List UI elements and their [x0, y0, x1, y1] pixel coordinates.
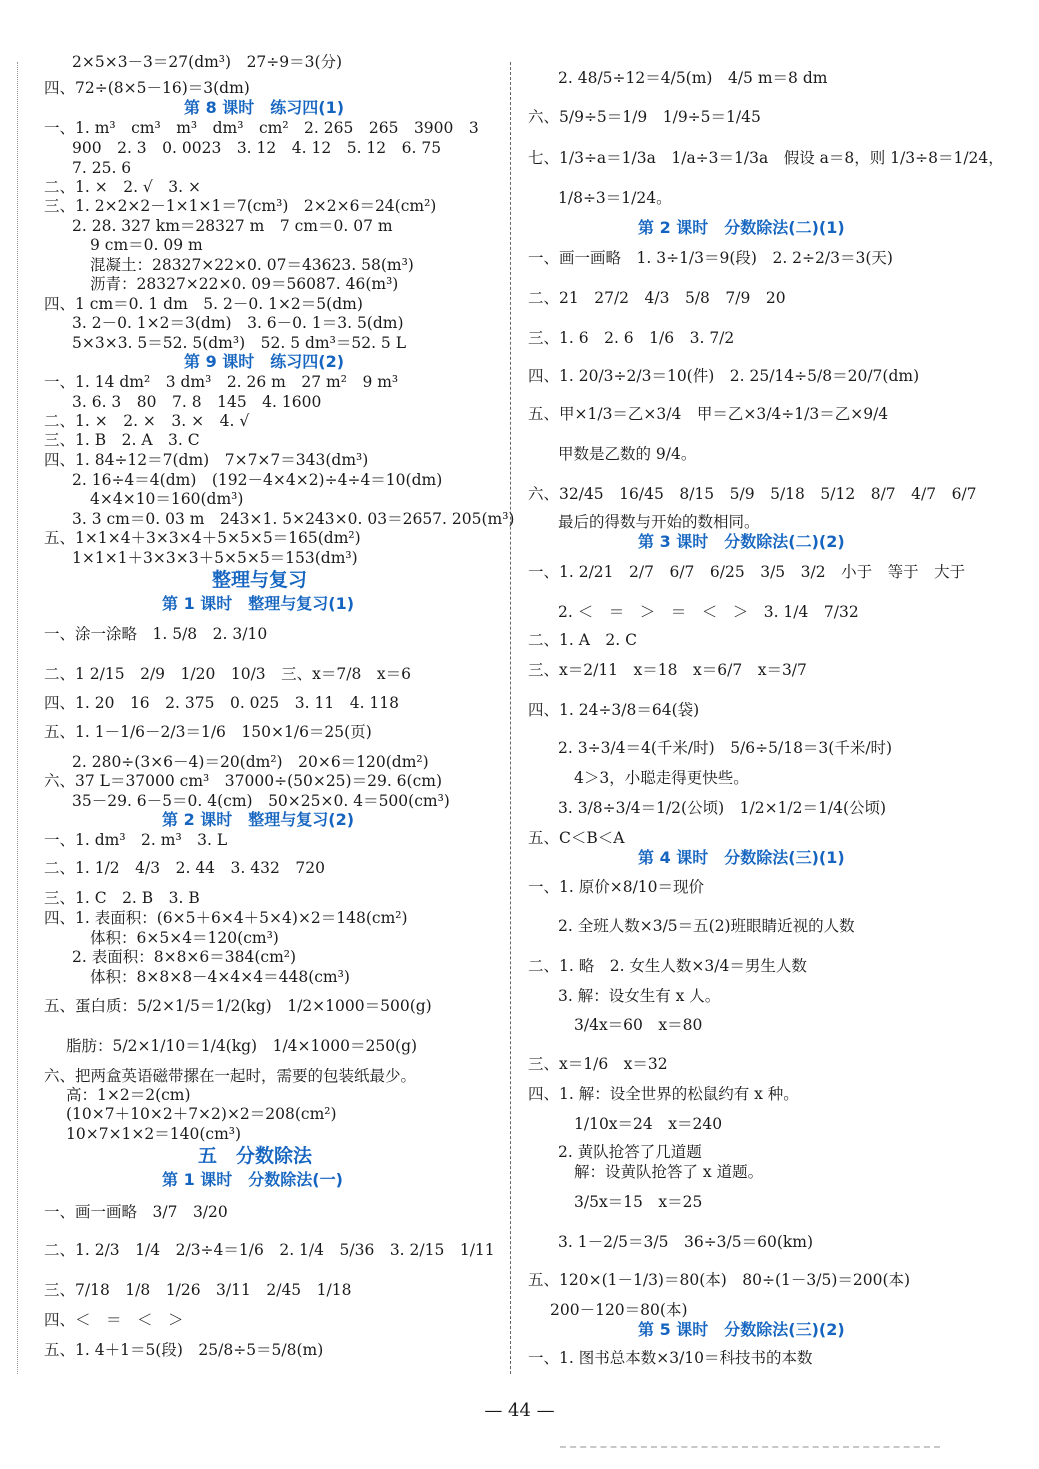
answer-line: 3. 2－0. 1×2＝3(dm) 3. 6－0. 1＝3. 5(dm)	[72, 314, 404, 332]
answer-line: 五、1. 4＋1＝5(段) 25/8÷5＝5/8(m)	[44, 1341, 324, 1359]
answer-line: 5×3×3. 5＝52. 5(dm³) 52. 5 dm³＝52. 5 L	[72, 334, 406, 352]
answer-line: 二、1. × 2. × 3. × 4. √	[44, 412, 250, 430]
answer-line: 2. 黄队抢答了几道题	[558, 1143, 702, 1161]
answer-line: 一、画一画略 1. 3÷1/3＝9(段) 2. 2÷2/3＝3(天)	[528, 249, 893, 267]
answer-line: 2. 28. 327 km＝28327 m 7 cm＝0. 07 m	[72, 217, 393, 235]
answer-line: 2. ＜ ＝ ＞ ＝ ＜ ＞ 3. 1/4 7/32	[558, 603, 859, 621]
answer-line: 4×4×10＝160(dm³)	[90, 490, 244, 508]
answer-line: 3/5x＝15 x＝25	[574, 1193, 703, 1211]
answer-line: 六、把两盒英语磁带摞在一起时，需要的包装纸最少。	[44, 1067, 417, 1085]
answer-line: 一、画一画略 3/7 3/20	[44, 1203, 228, 1221]
answer-line: 四、1. 解：设全世界的松鼠约有 x 种。	[528, 1085, 799, 1103]
answer-line: 三、x＝1/6 x＝32	[528, 1055, 668, 1073]
answer-line: 二、1 2/15 2/9 1/20 10/3 三、x＝7/8 x＝6	[44, 665, 411, 683]
answer-line: 2. 280÷(3×6－4)＝20(dm²) 20×6＝120(dm²)	[72, 753, 429, 771]
lesson-heading: 第 8 课时 练习四(1)	[184, 98, 345, 117]
answer-line: 六、37 L＝37000 cm³ 37000÷(50×25)＝29. 6(cm)	[44, 772, 443, 790]
answer-line: 1/10x＝24 x＝240	[574, 1115, 723, 1133]
answer-line: 最后的得数与开始的数相同。	[558, 513, 760, 531]
lesson-heading: 第 2 课时 分数除法(二)(1)	[638, 218, 845, 237]
answer-line: 2. 全班人数×3/5＝五(2)班眼睛近视的人数	[558, 917, 855, 935]
answer-line: 六、5/9÷5＝1/9 1/9÷5＝1/45	[528, 108, 761, 126]
answer-line: 四、1. 20/3÷2/3＝10(件) 2. 25/14÷5/8＝20/7(dm)	[528, 367, 920, 385]
answer-line: 2. 3÷3/4＝4(千米/时) 5/6÷5/18＝3(千米/时)	[558, 739, 893, 757]
footer-rule	[560, 1446, 940, 1448]
answer-line: 3. 3 cm＝0. 03 m 243×1. 5×243×0. 03＝2657. 205(m³)	[72, 510, 515, 528]
answer-line: 一、1. 2/21 2/7 6/7 6/25 3/5 3/2 小于 等于 大于	[528, 563, 966, 581]
answer-line: 二、1. 略 2. 女生人数×3/4＝男生人数	[528, 957, 807, 975]
answer-line: 9 cm＝0. 09 m	[90, 236, 203, 254]
answer-line: 10×7×1×2＝140(cm³)	[66, 1125, 242, 1143]
lesson-heading: 第 1 课时 分数除法(一)	[162, 1170, 343, 1189]
answer-line: 体积：6×5×4＝120(cm³)	[90, 929, 279, 947]
answer-line: 一、1. 图书总本数×3/10＝科技书的本数	[528, 1349, 813, 1367]
lesson-heading: 第 3 课时 分数除法(二)(2)	[638, 532, 845, 551]
answer-line: 7. 25. 6	[72, 159, 132, 177]
answer-line: 一、1. dm³ 2. m³ 3. L	[44, 831, 228, 849]
answer-line: 900 2. 3 0. 0023 3. 12 4. 12 5. 12 6. 75	[72, 139, 442, 157]
lesson-heading: 第 4 课时 分数除法(三)(1)	[638, 848, 845, 867]
column-divider	[510, 62, 511, 1374]
answer-line: 三、1. C 2. B 3. B	[44, 889, 200, 907]
answer-line: 五、120×(1－1/3)＝80(本) 80÷(1－3/5)＝200(本)	[528, 1271, 911, 1289]
answer-line: 高：1×2＝2(cm)	[66, 1086, 191, 1104]
answer-line: 三、7/18 1/8 1/26 3/11 2/45 1/18	[44, 1281, 352, 1299]
answer-line: 一、1. 14 dm² 3 dm³ 2. 26 m 27 m² 9 m³	[44, 373, 399, 391]
lesson-heading: 第 2 课时 整理与复习(2)	[162, 810, 355, 829]
lesson-heading: 第 5 课时 分数除法(三)(2)	[638, 1320, 845, 1339]
answer-line: 五、1. 1－1/6－2/3＝1/6 150×1/6＝25(页)	[44, 723, 372, 741]
answer-line: 二、1. × 2. √ 3. ×	[44, 178, 201, 196]
answer-line: 4＞3，小聪走得更快些。	[574, 769, 749, 787]
answer-line: 一、涂一涂略 1. 5/8 2. 3/10	[44, 625, 268, 643]
answer-line: 200－120＝80(本)	[550, 1301, 688, 1319]
answer-line: (10×7＋10×2＋7×2)×2＝208(cm²)	[66, 1105, 337, 1123]
answer-line: 1/8÷3＝1/24。	[558, 189, 672, 207]
answer-line: 四、＜ ＝ ＜ ＞	[44, 1311, 184, 1329]
answer-line: 沥青：28327×22×0. 09＝56087. 46(m³)	[90, 275, 399, 293]
answer-line: 四、1. 24÷3/8＝64(袋)	[528, 701, 700, 719]
answer-line: 3. 6. 3 80 7. 8 145 4. 1600	[72, 393, 322, 411]
answer-line: 七、1/3÷a＝1/3a 1/a÷3＝1/3a 假设 a＝8，则 1/3÷8＝1/24，	[528, 149, 1004, 167]
answer-line: 混凝土：28327×22×0. 07＝43623. 58(m³)	[90, 256, 414, 274]
answer-line: 六、32/45 16/45 8/15 5/9 5/18 5/12 8/7 4/7 6/7	[528, 485, 977, 503]
chapter-heading: 五 分数除法	[198, 1145, 313, 1167]
answer-line: 解：设黄队抢答了 x 道题。	[574, 1163, 764, 1181]
page-number: — 44 —	[484, 1400, 555, 1421]
answer-line: 2. 16÷4＝4(dm) (192－4×4×2)÷4÷4＝10(dm)	[72, 471, 443, 489]
answer-line: 体积：8×8×8－4×4×4＝448(cm³)	[90, 968, 350, 986]
answer-line: 3/4x＝60 x＝80	[574, 1016, 703, 1034]
binding-edge-line	[17, 62, 18, 1374]
chapter-heading: 整理与复习	[212, 569, 308, 591]
answer-line: 3. 1－2/5＝3/5 36÷3/5＝60(km)	[558, 1233, 814, 1251]
answer-line: 四、1. 表面积：(6×5＋6×4＋5×4)×2＝148(cm²)	[44, 909, 408, 927]
answer-line: 三、1. 6 2. 6 1/6 3. 7/2	[528, 329, 735, 347]
answer-line: 一、1. m³ cm³ m³ dm³ cm² 2. 265 265 3900 3	[44, 119, 479, 137]
answer-line: 甲数是乙数的 9/4。	[558, 445, 697, 463]
answer-line: 2. 表面积：8×8×6＝384(cm²)	[72, 948, 297, 966]
answer-line: 脂肪：5/2×1/10＝1/4(kg) 1/4×1000＝250(g)	[66, 1037, 418, 1055]
answer-line: 三、x＝2/11 x＝18 x＝6/7 x＝3/7	[528, 661, 807, 679]
answer-line: 五、C＜B＜A	[528, 829, 625, 847]
answer-line: 三、1. B 2. A 3. C	[44, 431, 200, 449]
answer-line: 35－29. 6－5＝0. 4(cm) 50×25×0. 4＝500(cm³)	[72, 792, 450, 810]
answer-line: 二、1. 1/2 4/3 2. 44 3. 432 720	[44, 859, 325, 877]
answer-line: 2. 48/5÷12＝4/5(m) 4/5 m＝8 dm	[558, 69, 828, 87]
answer-line: 3. 解：设女生有 x 人。	[558, 987, 721, 1005]
answer-line: 1×1×1＋3×3×3＋5×5×5＝153(dm³)	[72, 549, 358, 567]
answer-line: 四、72÷(8×5－16)＝3(dm)	[44, 79, 250, 97]
lesson-heading: 第 1 课时 整理与复习(1)	[162, 594, 355, 613]
answer-line: 2×5×3－3＝27(dm³) 27÷9＝3(分)	[72, 53, 343, 71]
answer-line: 二、1. A 2. C	[528, 631, 637, 649]
answer-line: 三、1. 2×2×2－1×1×1＝7(cm³) 2×2×6＝24(cm²)	[44, 197, 437, 215]
answer-line: 四、1. 20 16 2. 375 0. 025 3. 11 4. 118	[44, 694, 400, 712]
answer-line: 四、1 cm＝0. 1 dm 5. 2－0. 1×2＝5(dm)	[44, 295, 363, 313]
answer-line: 二、21 27/2 4/3 5/8 7/9 20	[528, 289, 786, 307]
answer-line: 四、1. 84÷12＝7(dm) 7×7×7＝343(dm³)	[44, 451, 369, 469]
lesson-heading: 第 9 课时 练习四(2)	[184, 352, 345, 371]
answer-line: 一、1. 原价×8/10＝现价	[528, 878, 705, 896]
answer-line: 二、1. 2/3 1/4 2/3÷4＝1/6 2. 1/4 5/36 3. 2/15 1/11	[44, 1241, 495, 1259]
answer-line: 五、蛋白质：5/2×1/5＝1/2(kg) 1/2×1000＝500(g)	[44, 997, 432, 1015]
answer-line: 五、1×1×4＋3×3×4＋5×5×5＝165(dm²)	[44, 529, 361, 547]
answer-line: 五、甲×1/3＝乙×3/4 甲＝乙×3/4÷1/3＝乙×9/4	[528, 405, 889, 423]
answer-line: 3. 3/8÷3/4＝1/2(公顷) 1/2×1/2＝1/4(公顷)	[558, 799, 887, 817]
